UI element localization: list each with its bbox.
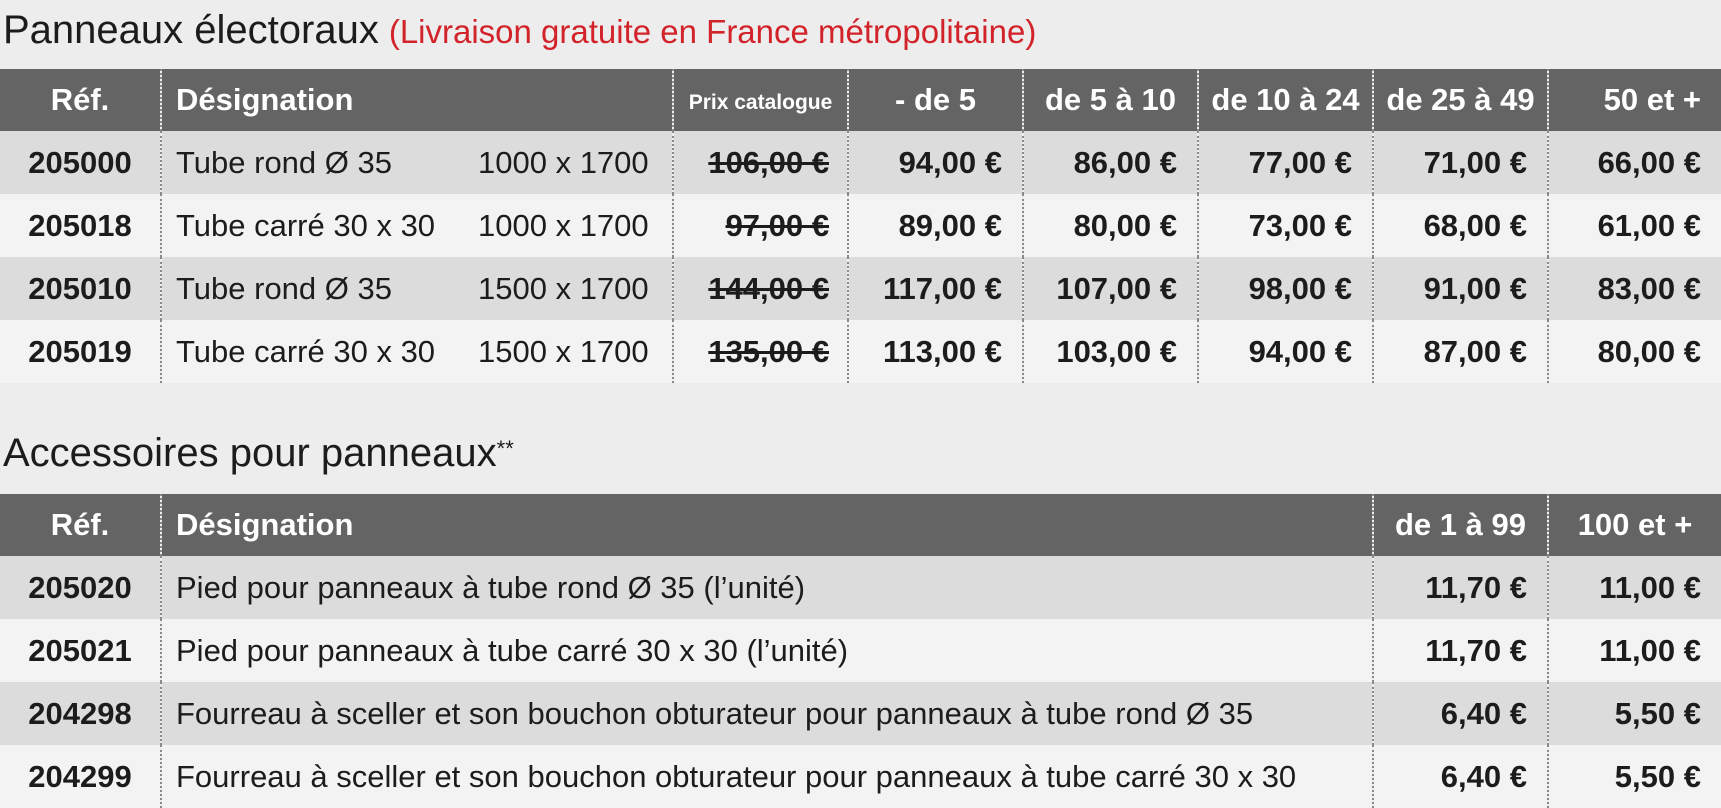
price-tier2-cell: 80,00 €: [1023, 194, 1198, 257]
price-tier1-cell: 6,40 €: [1373, 682, 1548, 745]
product-size: 1500 x 1700: [478, 333, 649, 369]
designation-cell: Pied pour panneaux à tube carré 30 x 30 (l’unité): [161, 619, 1373, 682]
price-tier4-cell: 71,00 €: [1373, 131, 1548, 194]
price-tier1-cell: 117,00 €: [848, 257, 1023, 320]
price-tier1-cell: 94,00 €: [848, 131, 1023, 194]
designation-cell: Fourreau à sceller et son bouchon obturateur pour panneaux à tube carré 30 x 30: [161, 745, 1373, 808]
ref-cell: 205010: [28, 270, 132, 306]
catalog-price-strikethrough: 97,00 €: [725, 207, 829, 243]
price-tier3-cell: 73,00 €: [1198, 194, 1373, 257]
table-header-row: [0, 69, 1721, 131]
product-size: 1500 x 1700: [478, 270, 649, 306]
ref-cell: 204298: [28, 695, 132, 731]
table-header-row: [0, 494, 1721, 556]
col-header-tier1: - de 5: [848, 69, 1023, 131]
table-row: [0, 745, 1721, 808]
col-header-ref: Réf.: [50, 507, 110, 542]
price-tier3-cell: 77,00 €: [1198, 131, 1373, 194]
col-header-designation: Désignation: [161, 494, 1373, 556]
product-name: Tube rond Ø 35: [176, 270, 392, 306]
product-size: 1000 x 1700: [478, 144, 649, 180]
table-row: [0, 556, 1721, 619]
table-row: [0, 619, 1721, 682]
price-tier2-cell: 5,50 €: [1548, 682, 1721, 745]
designation-cell: [161, 257, 673, 320]
col-header-ref: Réf.: [50, 82, 110, 117]
col-header-tier2: de 5 à 10: [1023, 69, 1198, 131]
price-tier4-cell: 87,00 €: [1373, 320, 1548, 383]
product-name: Tube rond Ø 35: [176, 144, 392, 180]
price-tier2-cell: 107,00 €: [1023, 257, 1198, 320]
price-tier4-cell: 91,00 €: [1373, 257, 1548, 320]
col-header-tier4: de 25 à 49: [1373, 69, 1548, 131]
price-tier5-cell: 80,00 €: [1548, 320, 1721, 383]
catalog-price-cell: [673, 194, 848, 257]
price-tier1-cell: 11,70 €: [1373, 619, 1548, 682]
catalog-price-cell: [673, 131, 848, 194]
product-name: Tube carré 30 x 30: [176, 333, 436, 369]
price-tier2-cell: 5,50 €: [1548, 745, 1721, 808]
price-tier1-cell: 6,40 €: [1373, 745, 1548, 808]
ref-cell: 205018: [28, 207, 132, 243]
price-tier4-cell: 68,00 €: [1373, 194, 1548, 257]
ref-cell: 205000: [28, 144, 132, 180]
catalog-price-cell: [673, 320, 848, 383]
catalog-price-cell: [673, 257, 848, 320]
price-tier2-cell: 86,00 €: [1023, 131, 1198, 194]
col-header-tier5: 50 et +: [1548, 69, 1721, 131]
accessoires-price-table: [0, 494, 1721, 808]
designation-cell: [161, 131, 673, 194]
catalog-price-strikethrough: 135,00 €: [708, 333, 829, 369]
delivery-note: (Livraison gratuite en France métropolitaine): [388, 13, 1037, 50]
price-tier2-cell: 11,00 €: [1548, 619, 1721, 682]
product-name: Tube carré 30 x 30: [176, 207, 436, 243]
col-header-tier1: de 1 à 99: [1373, 494, 1548, 556]
price-tier5-cell: 83,00 €: [1548, 257, 1721, 320]
price-tier2-cell: 11,00 €: [1548, 556, 1721, 619]
product-size: 1000 x 1700: [478, 207, 649, 243]
table-row: [0, 194, 1721, 257]
designation-cell: [161, 320, 673, 383]
designation-cell: Pied pour panneaux à tube rond Ø 35 (l’unité): [161, 556, 1373, 619]
ref-cell: 205020: [28, 569, 132, 605]
catalog-price-strikethrough: 144,00 €: [708, 270, 829, 306]
ref-cell: 205019: [28, 333, 132, 369]
col-header-designation: Désignation: [161, 69, 673, 131]
price-tier1-cell: 11,70 €: [1373, 556, 1548, 619]
col-header-catalog-price: Prix catalogue: [673, 69, 848, 131]
table-row: [0, 682, 1721, 745]
col-header-tier2: 100 et +: [1548, 494, 1721, 556]
section-title-panneaux: [3, 0, 1036, 60]
table-row: [0, 131, 1721, 194]
price-tier5-cell: 66,00 €: [1548, 131, 1721, 194]
price-tier1-cell: 89,00 €: [848, 194, 1023, 257]
title-text: Accessoires pour panneaux: [3, 431, 497, 475]
price-tier1-cell: 113,00 €: [848, 320, 1023, 383]
section-title-accessoires: [3, 425, 514, 481]
table-row: [0, 257, 1721, 320]
designation-cell: Fourreau à sceller et son bouchon obturateur pour panneaux à tube rond Ø 35: [161, 682, 1373, 745]
catalog-price-strikethrough: 106,00 €: [708, 144, 829, 180]
col-header-tier3: de 10 à 24: [1198, 69, 1373, 131]
panneaux-price-table: [0, 69, 1721, 383]
designation-cell: [161, 194, 673, 257]
price-tier5-cell: 61,00 €: [1548, 194, 1721, 257]
table-row: [0, 320, 1721, 383]
price-tier3-cell: 98,00 €: [1198, 257, 1373, 320]
title-text: Panneaux électoraux: [3, 8, 379, 52]
footnote-mark: **: [496, 436, 514, 461]
price-tier2-cell: 103,00 €: [1023, 320, 1198, 383]
ref-cell: 204299: [28, 758, 132, 794]
ref-cell: 205021: [28, 632, 132, 668]
price-tier3-cell: 94,00 €: [1198, 320, 1373, 383]
